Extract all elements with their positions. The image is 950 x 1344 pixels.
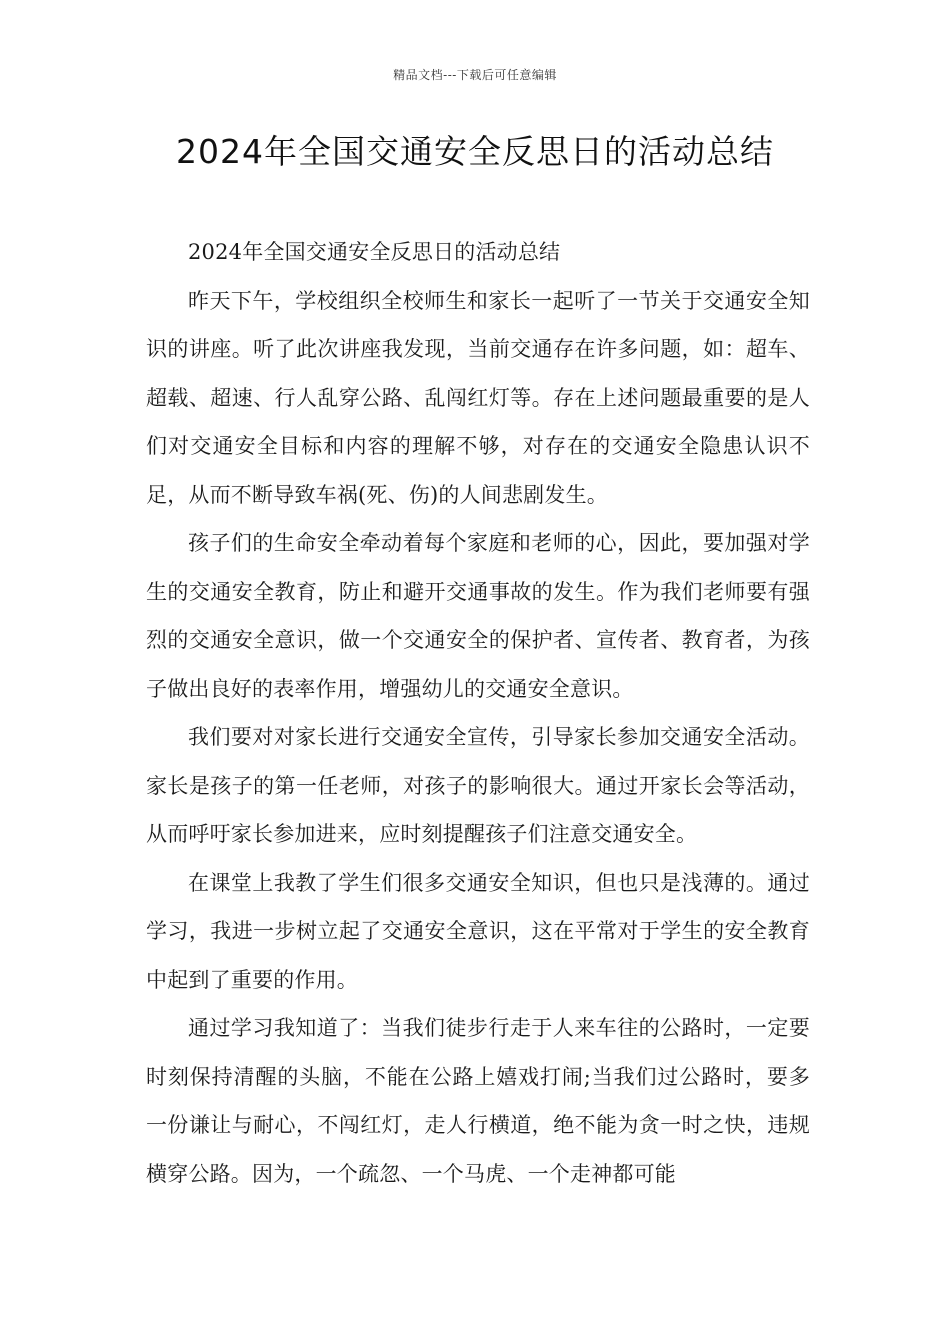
paragraph: 孩子们的生命安全牵动着每个家庭和老师的心，因此，要加强对学生的交通安全教育，防止和避开交通事故的发生。作为我们老师要有强烈的交通安全意识，做一个交通安全的保护者、宣传者、教育者，为孩子做出良好的表率作用，增强幼儿的交通安全意识。	[146, 531, 810, 701]
paragraph: 我们要对对家长进行交通安全宣传，引导家长参加交通安全活动。家长是孩子的第一任老师，对孩子的影响很大。通过开家长会等活动，从而呼吁家长参加进来，应时刻提醒孩子们注意交通安全。	[146, 725, 810, 846]
header-note: 精品文档---下载后可任意编辑	[393, 68, 557, 82]
document-body	[146, 228, 810, 1198]
paragraph: 在课堂上我教了学生们很多交通安全知识，但也只是浅薄的。通过学习，我进一步树立起了交通安全意识，这在平常对于学生的安全教育中起到了重要的作用。	[146, 870, 810, 992]
paragraph: 通过学习我知道了：当我们徒步行走于人来车往的公路时，一定要时刻保持清醒的头脑，不能在公路上嬉戏打闹;当我们过公路时，要多一份谦让与耐心，不闯红灯，走人行横道，绝不能为贪一时之快，违规横穿公路。因为，一个疏忽、一个马虎、一个走神都可能	[146, 1016, 810, 1186]
paragraph-subtitle: 2024年全国交通安全反思日的活动总结	[188, 240, 561, 264]
document-title: 2024年全国交通安全反思日的活动总结	[176, 132, 774, 171]
paragraph: 昨天下午，学校组织全校师生和家长一起听了一节关于交通安全知识的讲座。听了此次讲座我发现，当前交通存在许多问题，如：超车、超载、超速、行人乱穿公路、乱闯红灯等。存在上述问题最重要的是人们对交通安全目标和内容的理解不够，对存在的交通安全隐患认识不足，从而不断导致车祸(死、伤)的人间悲剧发生。	[146, 288, 810, 507]
